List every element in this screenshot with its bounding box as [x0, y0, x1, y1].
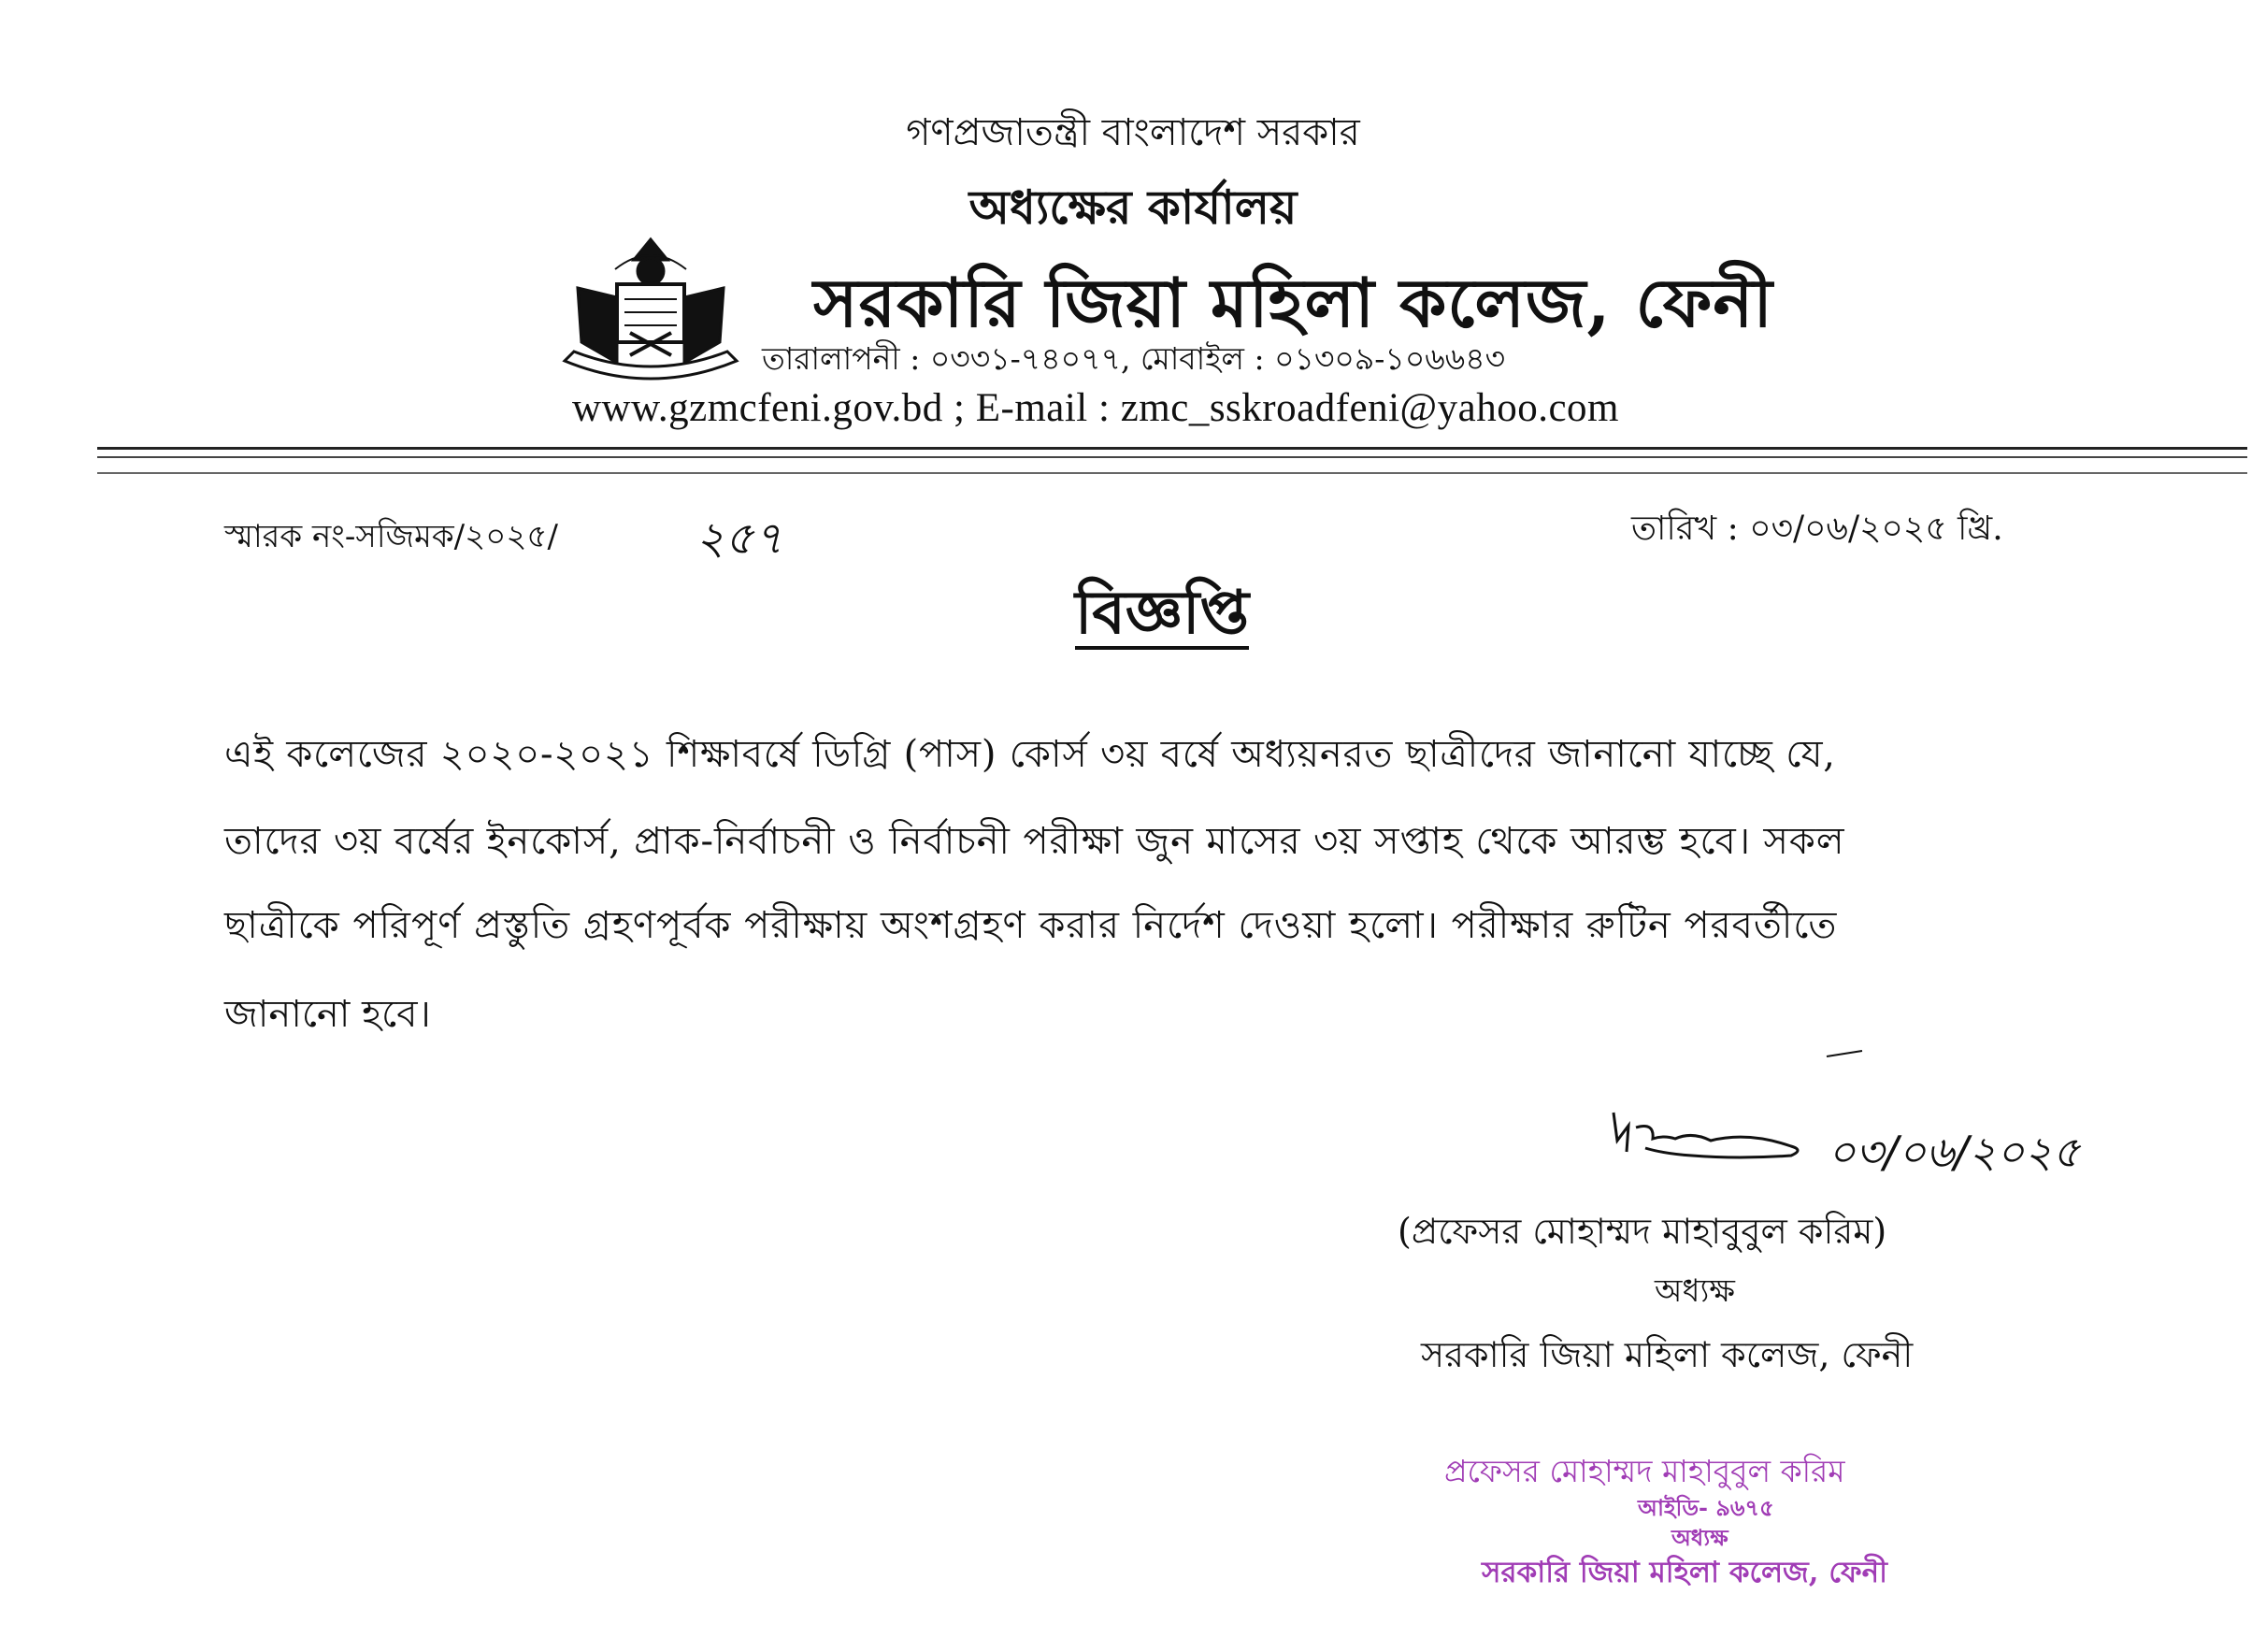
government-heading: গণপ্রজাতন্ত্রী বাংলাদেশ সরকার: [906, 111, 1360, 154]
signature-mark: [1825, 1049, 1864, 1058]
signatory-college: সরকারি জিয়া মহিলা কলেজ, ফেনী: [1421, 1334, 1914, 1375]
stamp-college: সরকারি জিয়া মহিলা কলেজ, ফেনী: [1482, 1556, 1887, 1589]
contact-web-email-line: www.gzmcfeni.gov.bd ; E-mail : zmc_sskroadfeni@yahoo.com: [572, 386, 1620, 430]
issue-date: তারিখ : ০৩/০৬/২০২৫ খ্রি.: [1631, 510, 2003, 548]
stamp-id: আইডি- ৯৬৭৫: [1638, 1494, 1774, 1521]
notice-body-line: তাদের ৩য় বর্ষের ইনকোর্স, প্রাক-নির্বাচনী ও নির্বাচনী পরীক্ষা জুন মাসের ৩য় সপ্তাহ থেকে আরম্ভ হবে। সকল: [224, 820, 1845, 863]
handwritten-signature: [1608, 1094, 1823, 1169]
notice-body-line: ছাত্রীকে পরিপূর্ণ প্রস্তুতি গ্রহণপূর্বক পরীক্ষায় অংশগ্রহণ করার নির্দেশ দেওয়া হলো। পরীক্ষার রুটিন পরবর্তীতে: [224, 904, 1838, 947]
notice-body-line: এই কলেজের ২০২০-২০২১ শিক্ষাবর্ষে ডিগ্রি (পাস) কোর্স ৩য় বর্ষে অধ্যয়নরত ছাত্রীদের জানানো যাচ্ছে যে,: [224, 733, 1836, 776]
contact-phone-line: তারালাপনী : ০৩৩১-৭৪০৭৭, মোবাইল : ০১৩০৯-১০৬৬৪৩: [762, 340, 1506, 377]
notice-title: বিজ্ঞপ্তি: [1075, 582, 1249, 650]
memo-handwritten-number: ২৫৭: [696, 512, 783, 565]
notice-body-line: জানানো হবে।: [224, 993, 431, 1036]
signature-date: ০৩/০৬/২০২৫: [1828, 1127, 2081, 1177]
memo-number-label: স্মারক নং-সজিমক/২০২৫/: [224, 518, 558, 555]
college-name-heading: সরকারি জিয়া মহিলা কলেজ, ফেনী: [813, 263, 1773, 342]
signatory-name: (প্রফেসর মোহাম্মদ মাহাবুবুল করিম): [1398, 1211, 1887, 1252]
office-heading: অধ্যক্ষের কার্যালয়: [968, 180, 1298, 235]
signatory-title: অধ্যক্ষ: [1655, 1272, 1735, 1310]
stamp-name: প্রফেসর মোহাম্মদ মাহাবুবুল করিম: [1444, 1453, 1845, 1489]
header-divider-middle: [97, 456, 2247, 458]
college-logo: [559, 232, 742, 393]
header-divider-bottom: [97, 472, 2247, 474]
stamp-title: অধ্যক্ষ: [1671, 1524, 1728, 1551]
header-divider-top: [97, 447, 2247, 450]
